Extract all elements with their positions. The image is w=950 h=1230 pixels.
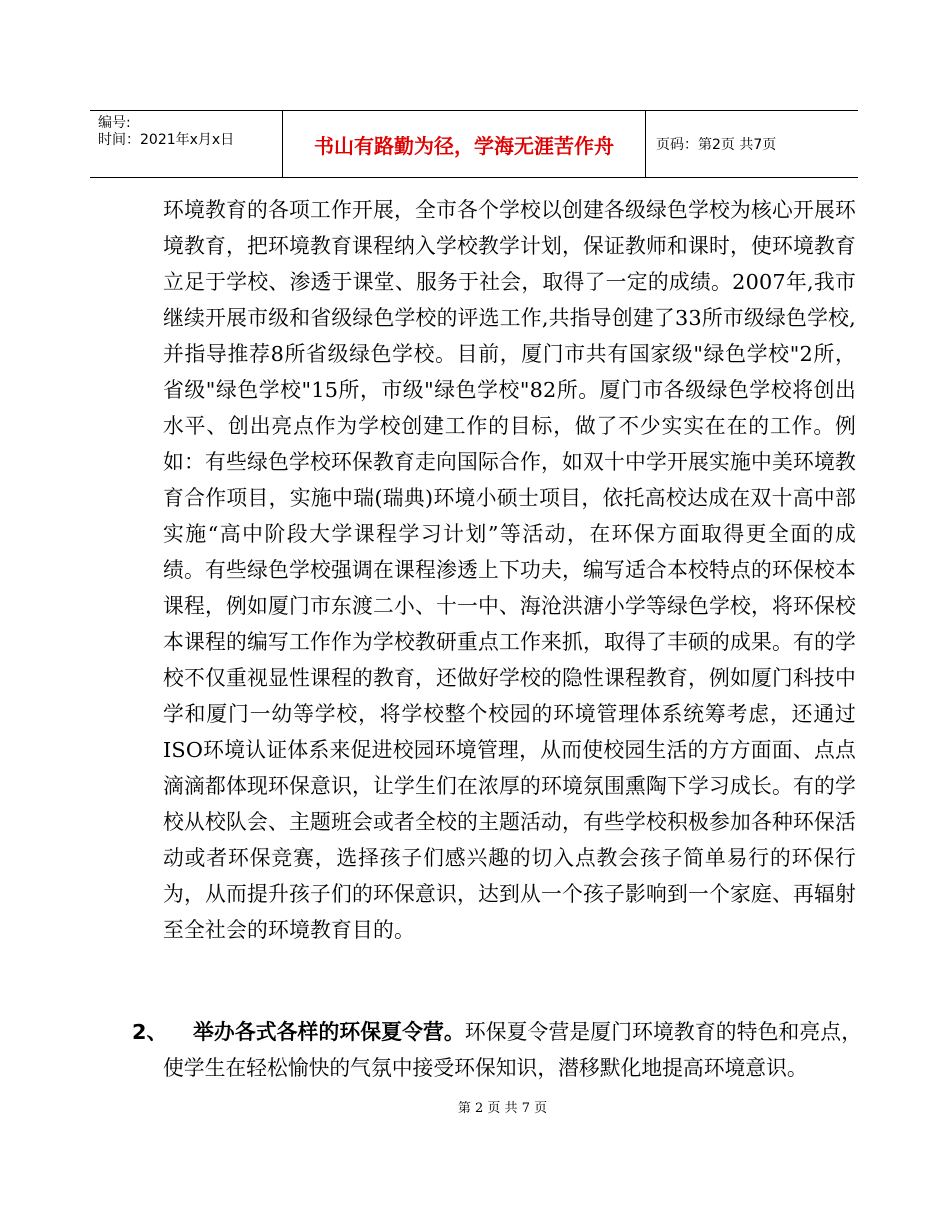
list-item-number: 2、 [132,1020,168,1044]
list-item-body [163,1014,862,1086]
page-footer: 第 2 页 共 7 页 [457,1101,548,1116]
list-item-text: 环保夏令营是厦门环境教育的特色和亮点，使学生在轻松愉快的气氛中接受环保知识，潜移默化地提高环境意识。 [163,1020,862,1080]
header-page-label: 页码：第2页 共7页 [656,137,777,153]
page-header [90,110,858,178]
body-paragraph: 环境教育的各项工作开展，全市各个学校以创建各级绿色学校为核心开展环境教育，把环境教育课程纳入学校教学计划，保证教师和课时，使环境教育立足于学校、渗透于课堂、服务于社会，取得了一定的成绩。2007年,我市继续开展市级和省级绿色学校的评选工作,共指导创建了33所市级绿色学校,并指导推荐8所省级绿色学校。目前，厦门市共有国家级"绿色学校"2所，省级"绿色学校"15所，市级"绿色学校"82所。厦门市各级绿色学校将创出水平、创出亮点作为学校创建工作的目标，做了不少实实在在的工作。例如：有些绿色学校环保教育走向国际合作，如双十中学开展实施中美环境教育合作项目，实施中瑞(瑞典)环境小硕士项目，依托高校达成在双十高中部实施“高中阶段大学课程学习计划”等活动，在环保方面取得更全面的成绩。有些绿色学校强调在课程渗透上下功夫，编写适合本校特点的环保校本课程，例如厦门市东渡二小、十一中、海沧洪溏小学等绿色学校，将环保校本课程的编写工作作为学校教研重点工作来抓，取得了丰硕的成果。有的学校不仅重视显性课程的教育，还做好学校的隐性课程教育，例如厦门科技中学和厦门一幼等学校，将学校整个校园的环境管理体系统筹考虑，还通过ISO环境认证体系来促进校园环境管理，从而使校园生活的方方面面、点点滴滴都体现环保意识，让学生们在浓厚的环境氛围熏陶下学习成长。有的学校从校队会、主题班会或者全校的主题活动，有些学校积极参加各种环保活动或者环保竞赛，选择孩子们感兴趣的切入点教会孩子简单易行的环保行为，从而提升孩子们的环保意识，达到从一个孩子影响到一个家庭、再辐射至全社会的环境教育目的。 [163,198,856,942]
document-number-label: 编号: [98,115,131,131]
main-body [163,192,856,948]
header-meta [90,111,283,177]
list-item-title: 举办各式各样的环保夏令营。 [193,1020,465,1044]
header-motto: 书山有路勤为径，学海无涯苦作舟 [283,111,646,177]
list-item-2 [132,1014,862,1086]
document-time-label: 时间：2021年x月x日 [98,132,235,148]
